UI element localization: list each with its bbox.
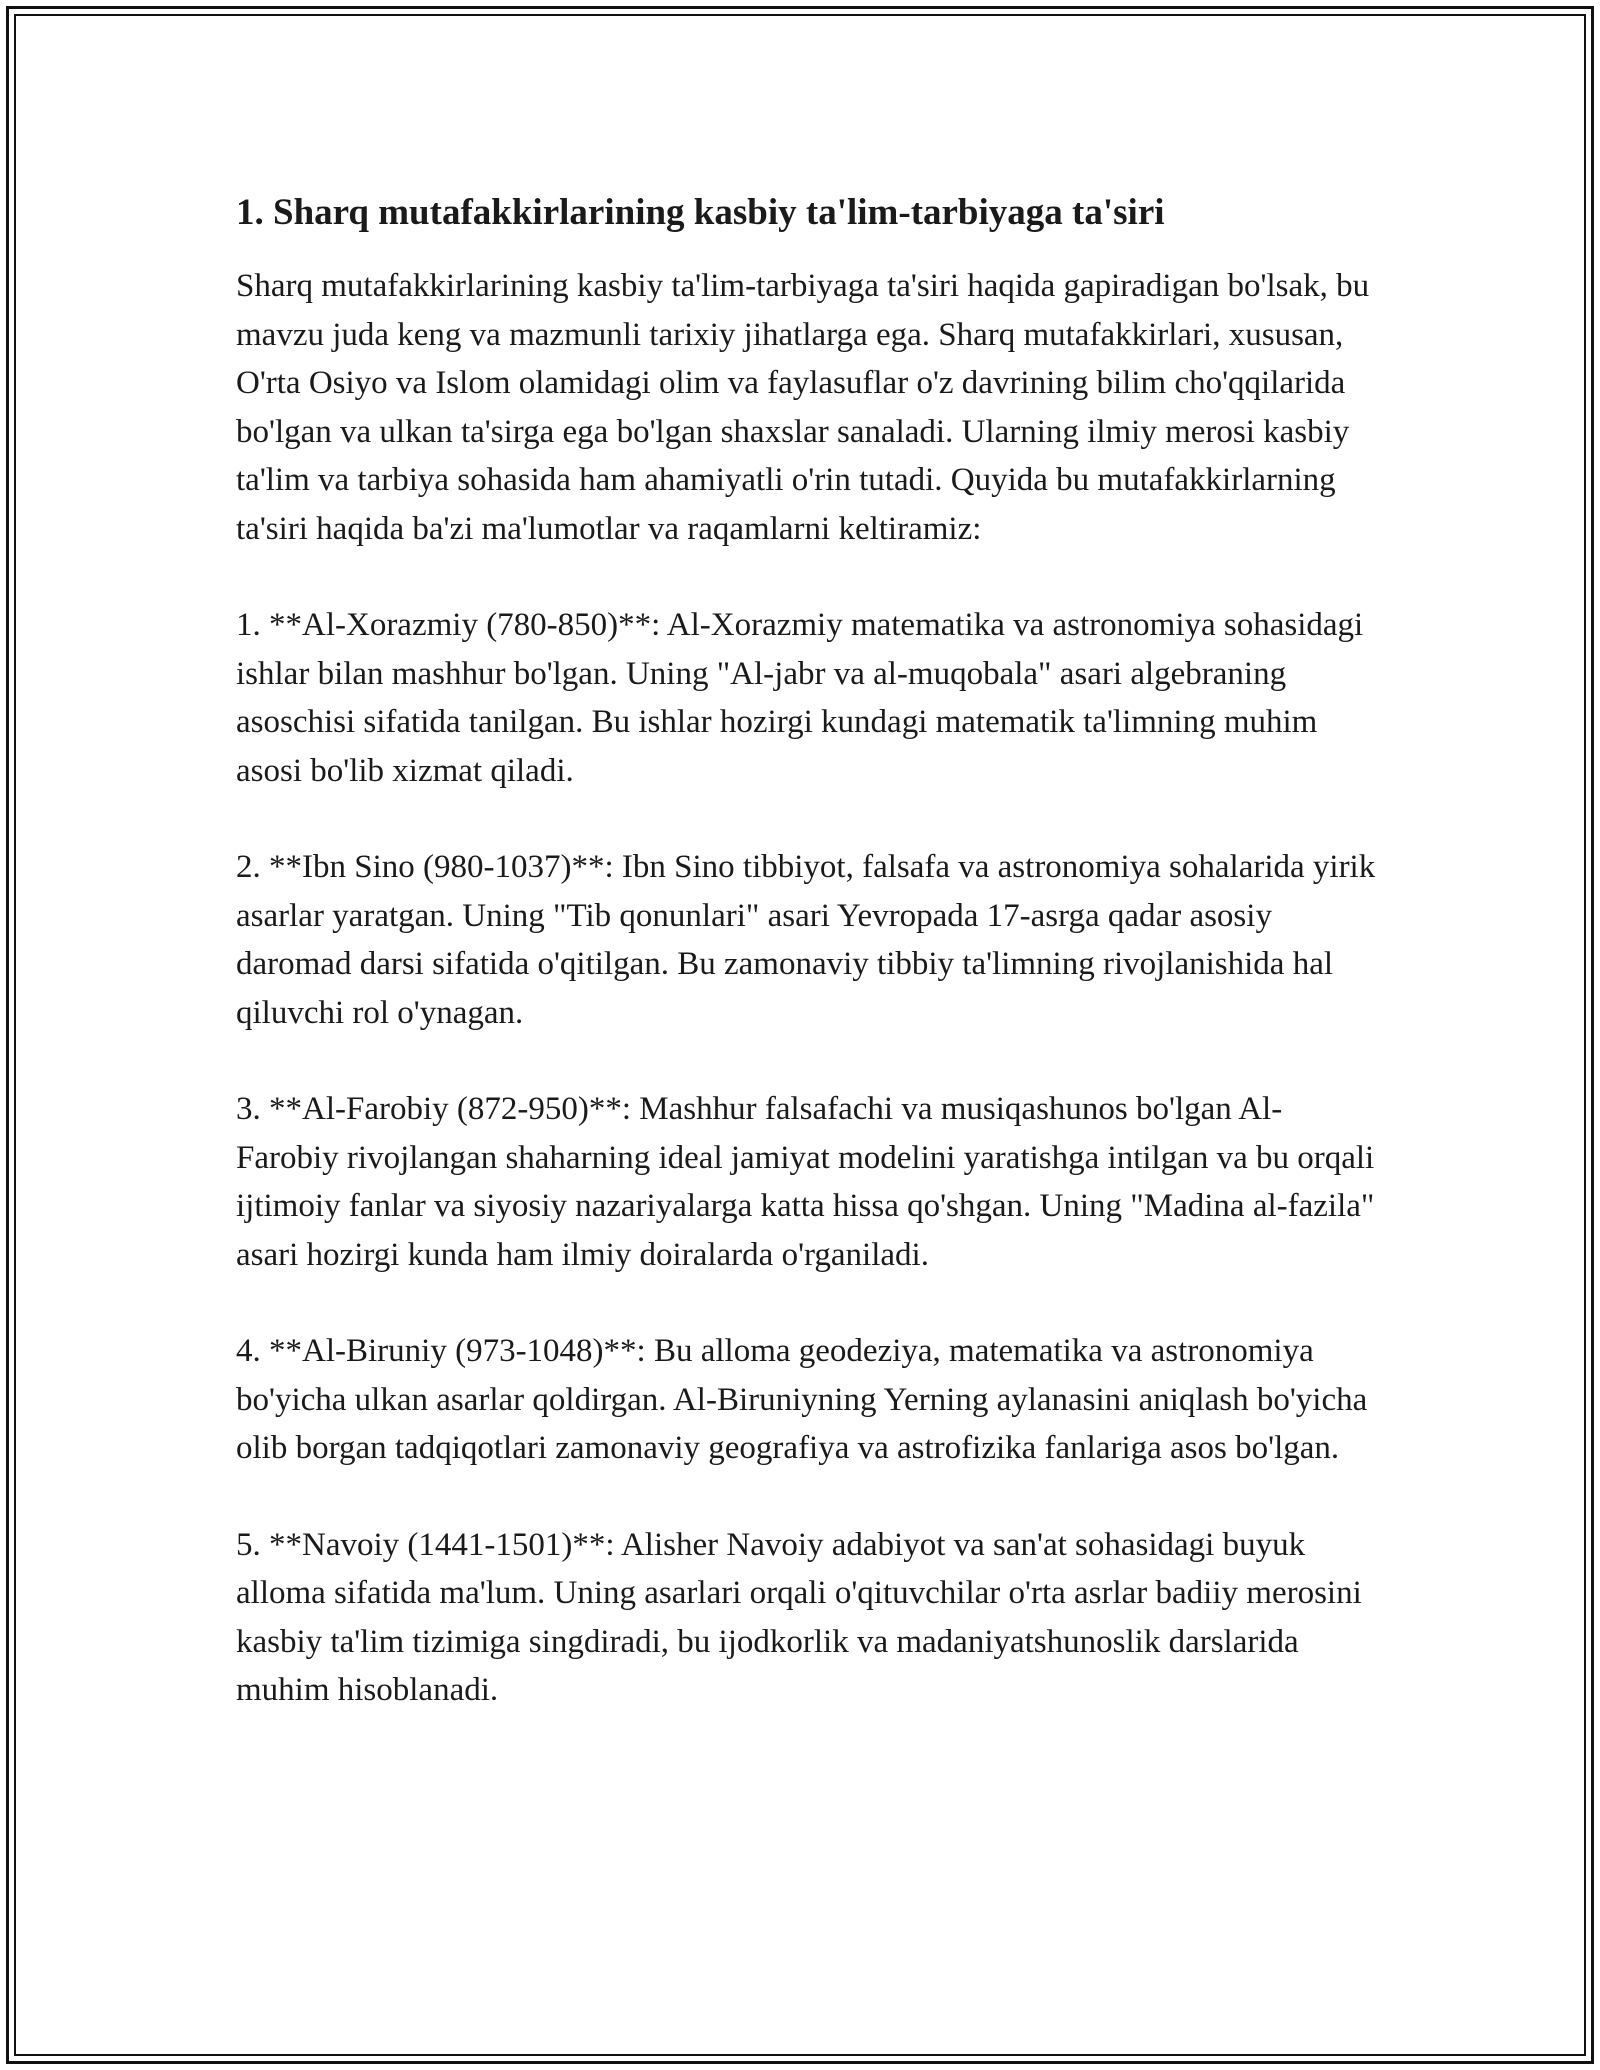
document-title: 1. Sharq mutafakkirlarining kasbiy ta'lim-tarbiyaga ta'siri [236,192,1165,233]
list-item-al-farobiy: 3. **Al-Farobiy (872-950)**: Mashhur falsafachi va musiqashunos bo'lgan Al-Farobiy rivojlangan shaharning ideal jamiyat modelini yaratishga intilgan va bu orqali ijtimoiy fanlar va siyosiy nazariyalarga katta hissa qo'shgan. Uning "Madina al-fazila" asari hozirgi kunda ham ilmiy doiralarda o'rganiladi. [236,1091,1375,1273]
document-body [236,186,1376,1763]
list-item-al-xorazmiy: 1. **Al-Xorazmiy (780-850)**: Al-Xorazmiy matematika va astronomiya sohasidagi ishlar bilan mashhur bo'lgan. Uning "Al-jabr va al-muqobala" asari algebraning asoschisi sifatida tanilgan. Bu ishlar hozirgi kundagi matematik ta'limning muhim asosi bo'lib xizmat qiladi. [236,607,1364,789]
list-item-al-biruniy: 4. **Al-Biruniy (973-1048)**: Bu alloma geodeziya, matematika va astronomiya bo'yicha ulkan asarlar qoldirgan. Al-Biruniyning Yerning aylanasini aniqlash bo'yicha olib borgan tadqiqotlari zamonaviy geografiya va astrofizika fanlariga asos bo'lgan. [236,1333,1368,1466]
intro-paragraph: Sharq mutafakkirlarining kasbiy ta'lim-tarbiyaga ta'siri haqida gapiradigan bo'lsak, bu mavzu juda keng va mazmunli tarixiy jihatlarga ega. Sharq mutafakkirlari, xususan, O'rta Osiyo va Islom olamidagi olim va faylasuflar o'z davrining bilim cho'qqilarida bo'lgan va ulkan ta'sirga ega bo'lgan shaxslar sanaladi. Ularning ilmiy merosi kasbiy ta'lim va tarbiya sohasida ham ahamiyatli o'rin tutadi. Quyida bu mutafakkirlarning ta'siri haqida ba'zi ma'lumotlar va raqamlarni keltiramiz: [236,268,1370,547]
list-item-navoiy: 5. **Navoiy (1441-1501)**: Alisher Navoiy adabiyot va san'at sohasidagi buyuk alloma sifatida ma'lum. Uning asarlari orqali o'qituvchilar o'rta asrlar badiiy merosini kasbiy ta'lim tizimiga singdiradi, bu ijodkorlik va madaniyatshunoslik darslarida muhim hisoblanadi. [236,1526,1362,1708]
list-item-ibn-sino: 2. **Ibn Sino (980-1037)**: Ibn Sino tibbiyot, falsafa va astronomiya sohalarida yirik asarlar yaratgan. Uning "Tib qonunlari" asari Yevropada 17-asrga qadar asosiy daromad darsi sifatida o'qitilgan. Bu zamonaviy tibbiy ta'limning rivojlanishida hal qiluvchi rol o'ynagan. [236,849,1376,1031]
